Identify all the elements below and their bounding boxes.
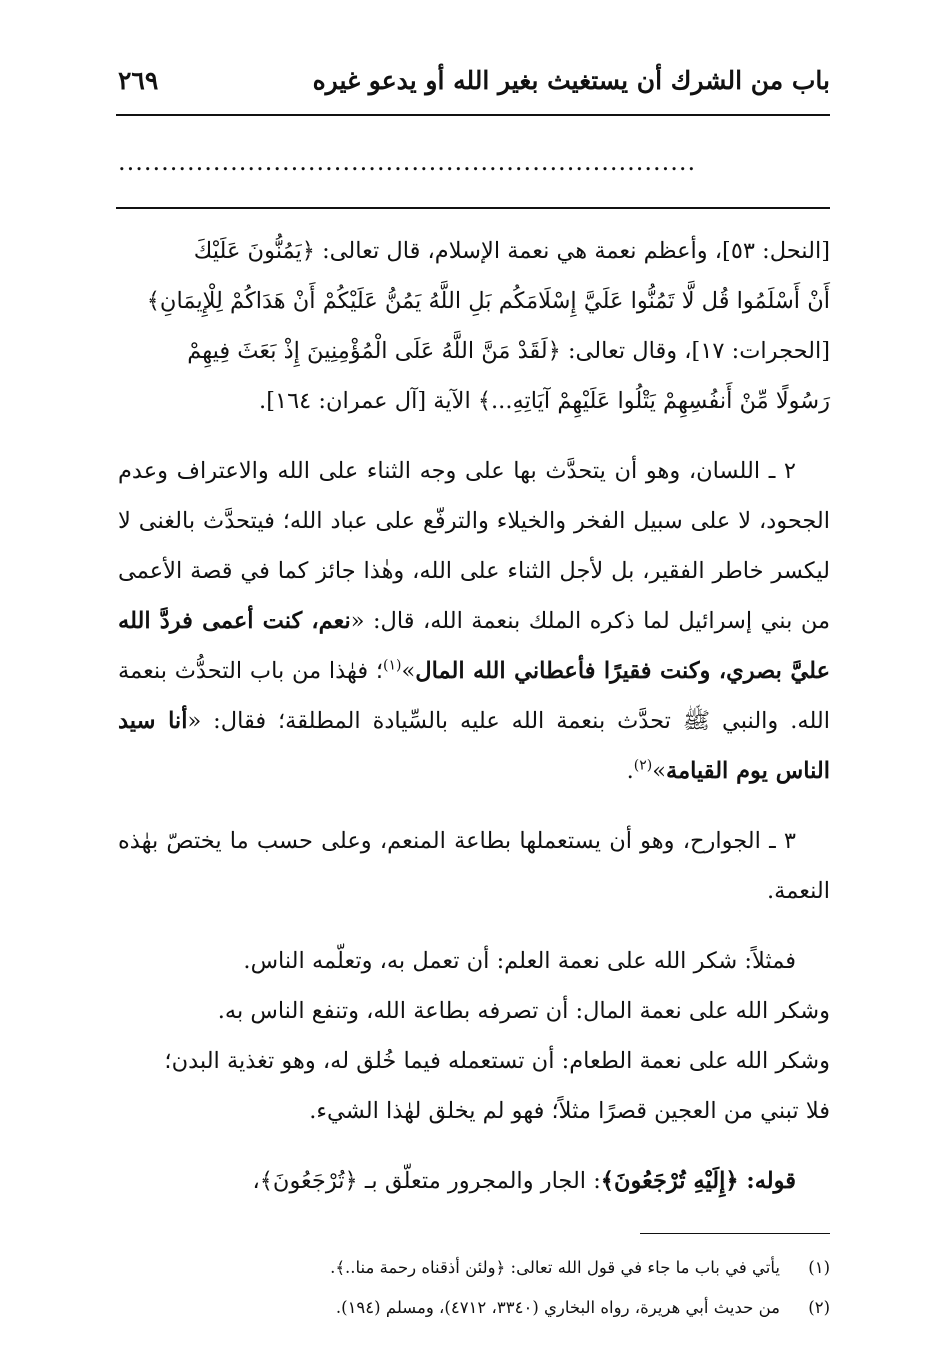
chapter-title: باب من الشرك أن يستغيث بغير الله أو يدعو غيره [312,65,830,95]
verse-line-4: رَسُولًا مِّنْ أَنفُسِهِمْ يَتْلُوا عَلَيْهِمْ آيَاتِهِ...﴾ الآية [آل عمران: ١٦٤]. [259,388,830,414]
verse-ilayhi: ﴿إِلَيْهِ تُرْجَعُونَ﴾ [600,1168,747,1194]
footnote-ref-2: (٢) [633,757,653,774]
example-food: وشكر الله على نعمة الطعام: أن تستعمله فيما خُلق له، وهو تغذية البدن؛ [164,1048,830,1074]
quote-close-1: » [401,658,416,684]
tongue-text-end: . [626,758,634,784]
page-body [118,226,830,1206]
footnotes [118,1248,830,1328]
tongue-text-1: ٢ ـ اللسان، وهو أن يتحدَّث بها على وجه الثناء على الله والاعتراف وعدم الجحود، لا على سبيل الفخر والخيلاء والترفّع على عباد الله؛ فيتحدَّث بالغنى لا ليكسر خاطر الفقير، بل لأجل الثناء على الله، وهٰذا جائز كما في قصة الأعمى من بني إسرائيل لما ذكره الملك بنعمة الله، قال: « [118,458,830,634]
dotted-separator: ................................................................... [118,150,697,174]
header-rule [116,114,830,116]
section-rule [116,207,830,209]
quote-close-2: » [652,758,667,784]
footnote-number: (١) [808,1258,830,1277]
example-knowledge: فمثلاً: شكر الله على نعمة العلم: أن تعمل به، وتعلّمه الناس. [243,948,796,974]
footnote-text: يأتي في باب ما جاء في قول الله تعالى: ﴿ولئن أذقناه رحمة منا..﴾. [330,1258,780,1277]
hadith-quote-blind-man: نعم، كنت أعمى فردَّ الله عليَّ بصري، وكنت فقيرًا فأعطاني الله المال [118,608,830,684]
example-wealth: وشكر الله على نعمة المال: أن تصرفه بطاعة الله، وتنفع الناس به. [217,998,830,1024]
qawluhu-lead: قوله: [746,1168,796,1194]
paragraph-qawluhu [118,1156,830,1206]
verse-line-1: [النحل: ٥٣]، وأعظم نعمة هي نعمة الإسلام، قال تعالى: ﴿يَمُنُّونَ عَلَيْكَ [193,238,830,264]
footnote-rule [640,1233,830,1234]
footnote-1 [118,1248,830,1288]
footnote-ref-1: (١) [383,657,402,674]
paragraph-limbs: ٣ ـ الجوارح، وهو أن يستعملها بطاعة المنعم، وعلى حسب ما يختصّ بهٰذه النعمة. [118,828,830,904]
paragraph-tongue [118,446,830,796]
qawluhu-rest: : الجار والمجرور متعلّق بـ ﴿تُرْجَعُونَ﴾، [252,1168,601,1194]
footnote-number: (٢) [808,1298,830,1317]
tongue-text-2: ؛ فهٰذا من باب التحدُّث بنعمة الله. والنبي ﷺ تحدَّث بنعمة الله عليه بالسِّيادة المطلقة؛ فقال: « [118,658,831,734]
paragraph-verses [118,226,830,426]
footnote-2 [118,1288,830,1328]
verse-line-2: أَنْ أَسْلَمُوا قُل لَّا تَمُنُّوا عَلَيَّ إِسْلَامَكُم بَلِ اللَّهُ يَمُنُّ عَلَيْكُمْ أَنْ هَدَاكُمْ لِلْإِيمَانِ﴾ [146,288,830,314]
paragraph-examples [118,936,830,1136]
example-dough: فلا تبني من العجين قصرًا مثلاً؛ فهو لم يخلق لهٰذا الشيء. [309,1098,830,1124]
verse-line-3: [الحجرات: ١٧]، وقال تعالى: ﴿لَقَدْ مَنَّ اللَّهُ عَلَى الْمُؤْمِنِينَ إِذْ بَعَثَ فِيهِمْ [187,338,830,364]
footnote-text: من حديث أبي هريرة، رواه البخاري (٣٣٤٠، ٤٧١٢)، ومسلم (١٩٤). [335,1298,780,1317]
page-number: ٢٦٩ [118,65,159,95]
hadith-quote-master: أنا سيد الناس يوم القيامة [118,708,830,784]
page-header [118,60,830,100]
